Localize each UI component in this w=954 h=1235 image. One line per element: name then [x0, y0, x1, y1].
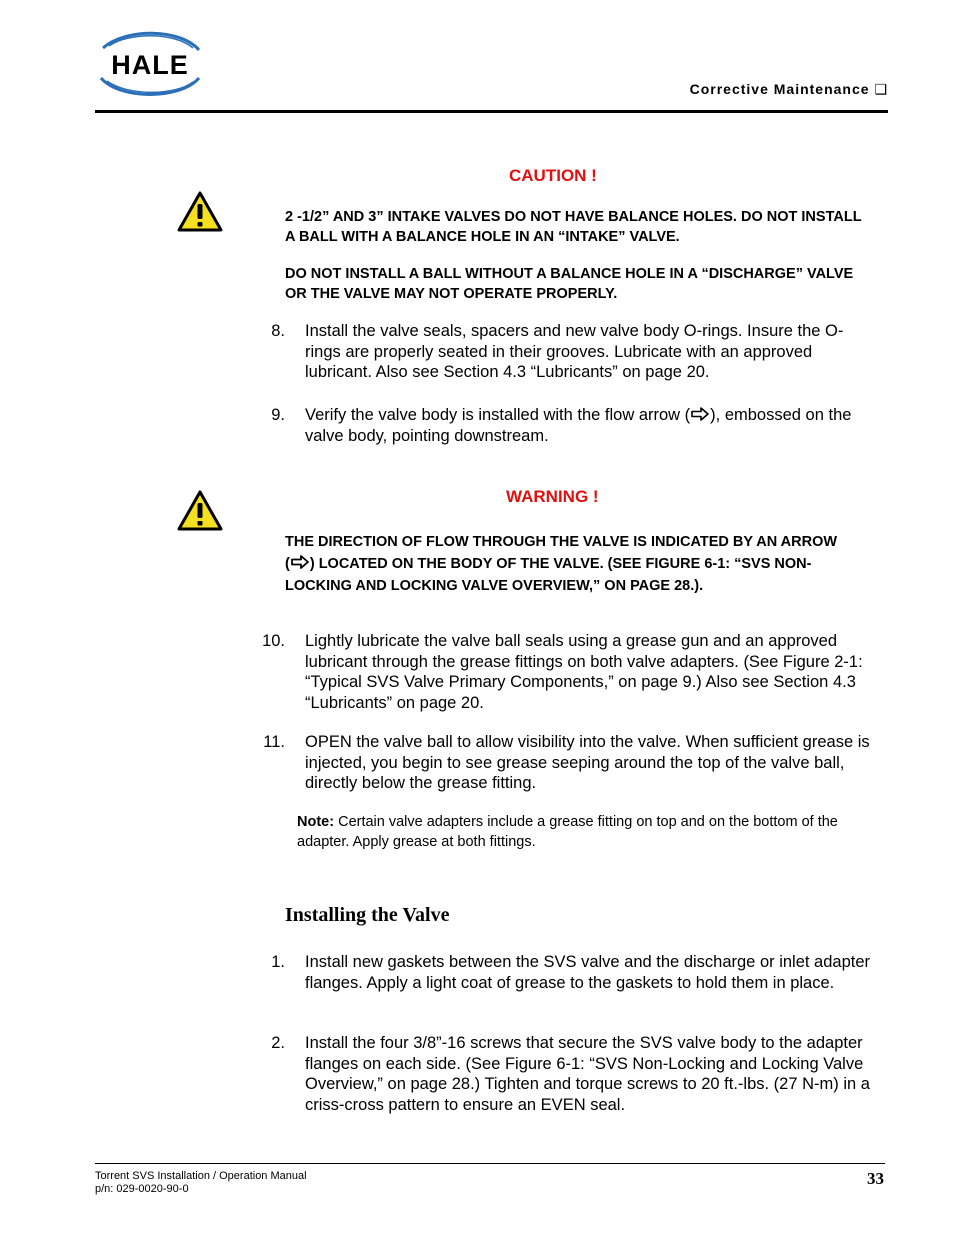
step-number: 10. — [262, 632, 285, 650]
warning-triangle-icon — [176, 489, 224, 533]
caution-triangle-icon — [176, 190, 224, 234]
footer-part-number: p/n: 029-0020-90-0 — [95, 1183, 189, 1195]
caution-text-1: 2 -1/2” AND 3” INTAKE VALVES DO NOT HAVE BALANCE HOLES. DO NOT INSTALL A BALL WITH A BALANCE HOLE IN AN “INTAKE” VALVE. — [285, 209, 862, 245]
hale-logo — [95, 26, 205, 100]
note-label: Note: — [297, 814, 335, 830]
step-number: 9. — [271, 406, 285, 424]
caution-text-2: DO NOT INSTALL A BALL WITHOUT A BALANCE HOLE IN A “DISCHARGE” VALVE OR THE VALVE MAY NOT OPERATE PROPERLY. — [285, 266, 854, 302]
note — [297, 813, 885, 852]
step-text: Install the four 3/8”-16 screws that secure the SVS valve body to the adapter flanges on each side. (See Figure 6-1: “SVS Non-Locking and Locking Valve Overview,” on page 28.) Tighten and torque screws to 20 ft.-lbs. (27 N-m) in a criss-cross pattern to ensure an EVEN seal. — [305, 1034, 870, 1114]
flow-arrow-icon — [290, 554, 310, 570]
header-section-title: Corrective Maintenance ❑ — [689, 81, 888, 97]
flow-arrow-icon — [690, 406, 710, 422]
warning-title: WARNING ! — [506, 487, 599, 506]
note-text: Certain valve adapters include a grease fitting on top and on the bottom of the adapter. Apply grease at both fittings. — [297, 814, 838, 850]
step-text: Verify the valve body is installed with the flow arrow ( ), embossed on the valve body, pointing downstream. — [305, 406, 852, 445]
section-title: Installing the Valve — [285, 904, 450, 926]
step-text: Install new gaskets between the SVS valve and the discharge or inlet adapter flanges. Apply a light coat of grease to the gaskets to hold them in place. — [305, 953, 871, 992]
step-text: OPEN the valve ball to allow visibility into the valve. When sufficient grease is injected, you begin to see grease seeping around the top of the valve ball, directly below the grease fitting. — [305, 733, 870, 792]
step-text: Install the valve seals, spacers and new valve body O-rings. Insure the O-rings are properly seated in their grooves. Lubricate with an approved lubricant. Also see Section 4.3 “Lubricants” on page 20. — [305, 322, 844, 381]
footer-manual-title: Torrent SVS Installation / Operation Manual — [95, 1170, 307, 1182]
svg-text:HALE: HALE — [111, 50, 189, 80]
header-rule — [95, 110, 888, 113]
step-number: 11. — [263, 733, 285, 751]
step-number: 2. — [271, 1034, 285, 1052]
footer-info — [95, 1170, 307, 1196]
warning-text: THE DIRECTION OF FLOW THROUGH THE VALVE IS INDICATED BY AN ARROW ( ) LOCATED ON THE BODY OF THE VALVE. (SEE FIGURE 6-1: “SVS NON- LOCKING AND LOCKING VALVE OVERVIEW,” ON PAGE 28.). — [285, 534, 838, 594]
step-number: 8. — [271, 322, 285, 340]
footer-rule — [95, 1163, 885, 1164]
step-text: Lightly lubricate the valve ball seals using a grease gun and an approved lubricant through the grease fittings on both valve adapters. (See Figure 2-1: “Typical SVS Valve Primary Components,” on page 9.) Also see Section 4.3 “Lubricants” on page 20. — [305, 632, 863, 712]
caution-title: CAUTION ! — [509, 166, 597, 185]
page-number: 33 — [867, 1169, 884, 1188]
step-number: 1. — [271, 953, 285, 971]
